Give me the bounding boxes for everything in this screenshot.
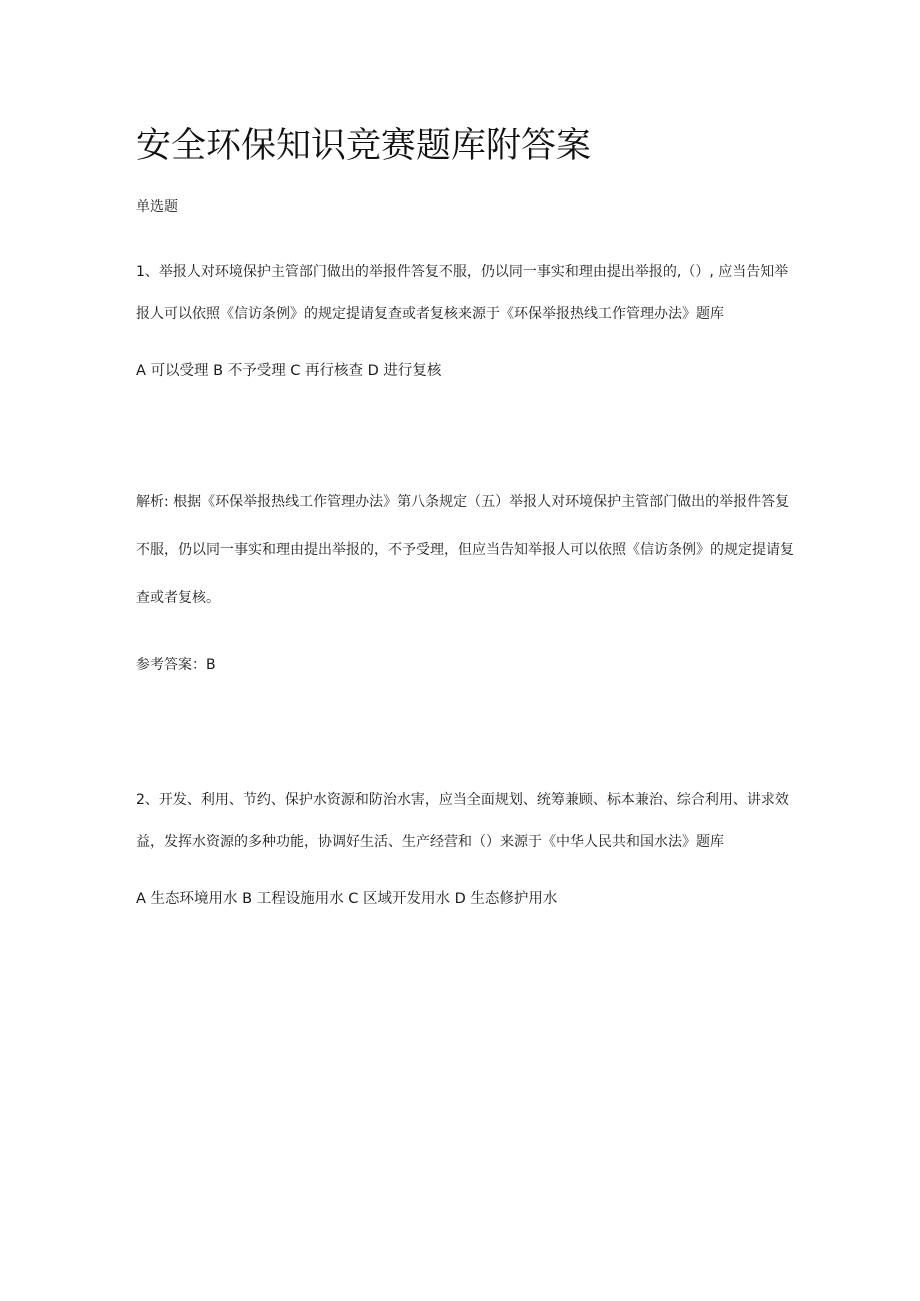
question-1-explanation-line-2: 不服，仍以同一事实和理由提出举报的，不予受理，但应当告知举报人可以依照《信访条例》的规定提请复 bbox=[136, 542, 794, 558]
question-2-text-line-2: 益，发挥水资源的多种功能，协调好生活、生产经营和（）来源于《中华人民共和国水法》题库 bbox=[136, 834, 724, 850]
section-label: 单选题 bbox=[136, 199, 178, 215]
question-1-text-line-1: 1、举报人对环境保护主管部门做出的举报件答复不服，仍以同一事实和理由提出举报的,（）, 应当告知举 bbox=[136, 264, 789, 280]
question-1-text-line-2: 报人可以依照《信访条例》的规定提请复查或者复核来源于《环保举报热线工作管理办法》题库 bbox=[136, 306, 724, 322]
question-1-explanation-line-3: 查或者复核。 bbox=[136, 590, 220, 606]
question-1-explanation-line-1: 解析: 根据《环保举报热线工作管理办法》第八条规定（五）举报人对环境保护主管部门做出的举报件答复 bbox=[136, 494, 790, 510]
question-1-options: A 可以受理 B 不予受理 C 再行核查 D 进行复核 bbox=[136, 363, 442, 379]
question-2-options: A 生态环境用水 B 工程设施用水 C 区域开发用水 D 生态修护用水 bbox=[136, 891, 558, 907]
document-title: 安全环保知识竞赛题库附答案 bbox=[136, 126, 592, 166]
question-1-answer: 参考答案：B bbox=[136, 657, 216, 673]
question-2-text-line-1: 2、开发、利用、节约、保护水资源和防治水害，应当全面规划、统筹兼顾、标本兼治、综合利用、讲求效 bbox=[136, 792, 789, 808]
